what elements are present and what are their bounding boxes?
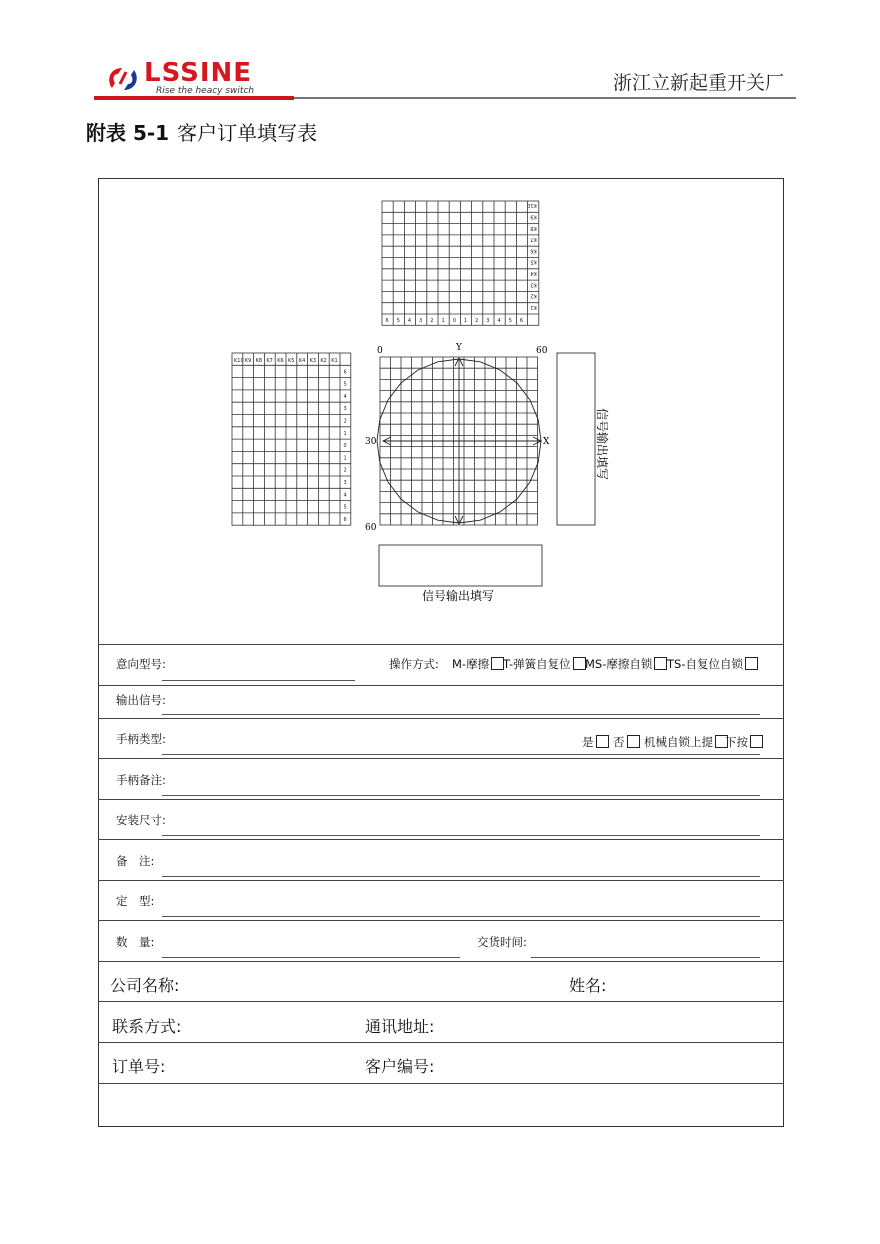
grid-scale-label: 1 — [343, 455, 347, 462]
header-accent-bar — [94, 96, 294, 100]
operation-option-m[interactable]: M-摩擦 — [452, 656, 507, 672]
grid-scale-label: 4 — [497, 318, 501, 324]
grid-row-label: K3 — [309, 358, 317, 364]
checkbox[interactable] — [750, 735, 763, 748]
checkbox[interactable] — [596, 735, 609, 748]
delivery-label: 交货时间: — [477, 935, 527, 949]
grid-row-label: K4 — [298, 358, 306, 364]
axis-label-30: 30 — [365, 437, 377, 447]
logo-tagline: Rise the heacy switch — [156, 86, 255, 96]
handle-option-yes[interactable]: 是 — [582, 734, 612, 750]
row-divider — [98, 685, 784, 686]
final-input[interactable] — [162, 916, 760, 917]
grid-scale-label: 4 — [343, 492, 347, 499]
grid-row-label: K1 — [331, 358, 338, 364]
customer-no-label: 客户编号: — [365, 1057, 435, 1076]
grid-row-label: K5 — [530, 258, 537, 265]
checkbox[interactable] — [627, 735, 640, 748]
grid-row-label: K7 — [530, 236, 537, 243]
remark-label: 备 注: — [116, 854, 155, 868]
grid-row-label: K9 — [244, 358, 252, 364]
page-title — [86, 117, 317, 146]
grid-scale-label: 3 — [343, 406, 347, 413]
grid-row-label: K2 — [530, 292, 537, 299]
operation-option-t[interactable]: T-弹簧自复位 — [503, 656, 589, 672]
grid-scale-label: 5 — [508, 318, 512, 324]
handle-option-no[interactable]: 否 — [613, 734, 643, 750]
quantity-input[interactable] — [162, 957, 460, 958]
grid-row-label: K6 — [277, 358, 284, 364]
row-divider — [98, 718, 784, 719]
address-label: 通讯地址: — [365, 1017, 435, 1036]
grid-row-label: K9 — [530, 213, 537, 220]
grid-scale-label: 2 — [343, 418, 347, 425]
output-input[interactable] — [162, 714, 760, 715]
grid-scale-label: 2 — [475, 318, 479, 324]
grid-scale-label: 5 — [396, 318, 400, 324]
title-prefix: 附表 5-1 — [86, 121, 170, 145]
grid-scale-label: 2 — [343, 467, 347, 474]
checkbox[interactable] — [745, 657, 758, 670]
row-divider — [98, 799, 784, 800]
grid-row-label: K7 — [266, 358, 273, 364]
name-label: 姓名: — [569, 976, 607, 995]
final-label: 定 型: — [116, 894, 155, 908]
grid-scale-label: 4 — [407, 318, 412, 324]
row-divider — [98, 839, 784, 840]
row-divider — [98, 644, 784, 645]
handle-note-label: 手柄备注: — [116, 773, 166, 787]
grid-row-label: K10 — [234, 358, 244, 364]
remark-input[interactable] — [162, 876, 760, 877]
logo-text: LSSINE — [144, 58, 253, 88]
right-signal-box — [557, 353, 595, 525]
contact-label: 联系方式: — [112, 1017, 182, 1036]
operation-label: 操作方式: — [389, 657, 439, 671]
model-input[interactable] — [162, 680, 355, 681]
grid-scale-label: 2 — [430, 318, 434, 324]
install-input[interactable] — [162, 835, 760, 836]
grid-scale-label: 1 — [441, 318, 445, 324]
top-position-grid — [382, 201, 539, 325]
row-divider — [98, 920, 784, 921]
row-divider — [98, 1042, 784, 1043]
axis-label-60-top: 60 — [536, 346, 548, 356]
grid-scale-label: 0 — [343, 443, 347, 450]
lssine-logo-icon — [104, 60, 142, 98]
grid-row-label: K8 — [255, 358, 263, 364]
row-divider — [98, 961, 784, 962]
grid-scale-label: 1 — [463, 318, 468, 324]
row-divider — [98, 758, 784, 759]
grid-scale-label: 3 — [486, 318, 490, 324]
bottom-box-caption: 信号输出填写 — [422, 589, 495, 603]
checkbox[interactable] — [654, 657, 667, 670]
axis-label-0: 0 — [377, 346, 383, 356]
grid-row-label: K3 — [530, 281, 537, 288]
handle-note-input[interactable] — [162, 795, 760, 796]
grid-scale-label: 4 — [343, 393, 347, 400]
grid-scale-label: 6 — [385, 318, 389, 324]
title-text: 客户订单填写表 — [177, 121, 318, 145]
handle-option-lock-up[interactable]: 机械自锁上提 — [644, 734, 731, 750]
grid-row-label: K2 — [320, 358, 327, 364]
output-label: 输出信号: — [116, 693, 166, 707]
grid-row-label: K5 — [288, 358, 295, 364]
handle-option-press-down[interactable]: 下按 — [725, 734, 766, 750]
axis-label-x: X — [543, 437, 550, 447]
axis-label-60-bottom: 60 — [365, 523, 377, 533]
grid-scale-label: 3 — [343, 480, 347, 486]
operation-option-ts[interactable]: TS-自复位自锁 — [667, 656, 761, 672]
grid-row-label: K8 — [530, 224, 537, 231]
delivery-input[interactable] — [531, 957, 760, 958]
checkbox[interactable] — [573, 657, 586, 670]
axis-label-y: Y — [456, 343, 462, 353]
row-divider — [98, 1083, 784, 1084]
grid-scale-label: 1 — [343, 430, 347, 437]
grid-scale-label: 6 — [519, 318, 524, 324]
grid-scale-label: 3 — [419, 318, 423, 324]
header-company-name: 浙江立新起重开关厂 — [613, 72, 785, 94]
company-label: 公司名称: — [110, 976, 180, 995]
handle-type-label: 手柄类型: — [116, 732, 166, 746]
grid-scale-label: 0 — [452, 318, 456, 324]
operation-option-ms[interactable]: MS-摩擦自锁 — [585, 656, 670, 672]
grid-scale-label: 5 — [343, 381, 347, 388]
right-box-caption: 信号输出填写 — [595, 408, 609, 481]
grid-scale-label: 5 — [343, 504, 347, 511]
grid-scale-label: 6 — [343, 369, 347, 376]
order-no-label: 订单号: — [112, 1057, 166, 1076]
grid-row-label: K4 — [530, 270, 537, 276]
grid-row-label: K1 — [530, 303, 537, 310]
handle-type-input[interactable] — [162, 754, 760, 755]
bottom-signal-box — [379, 545, 542, 586]
row-divider — [98, 880, 784, 881]
grid-scale-label: 6 — [343, 516, 347, 523]
install-label: 安装尺寸: — [116, 813, 166, 827]
quantity-label: 数 量: — [116, 935, 155, 949]
left-position-grid — [232, 353, 351, 525]
grid-row-label: K6 — [530, 247, 537, 254]
switch-diagram — [98, 178, 784, 644]
grid-row-label: K10 — [527, 202, 537, 209]
model-label: 意向型号: — [116, 657, 166, 671]
row-divider — [98, 1001, 784, 1002]
